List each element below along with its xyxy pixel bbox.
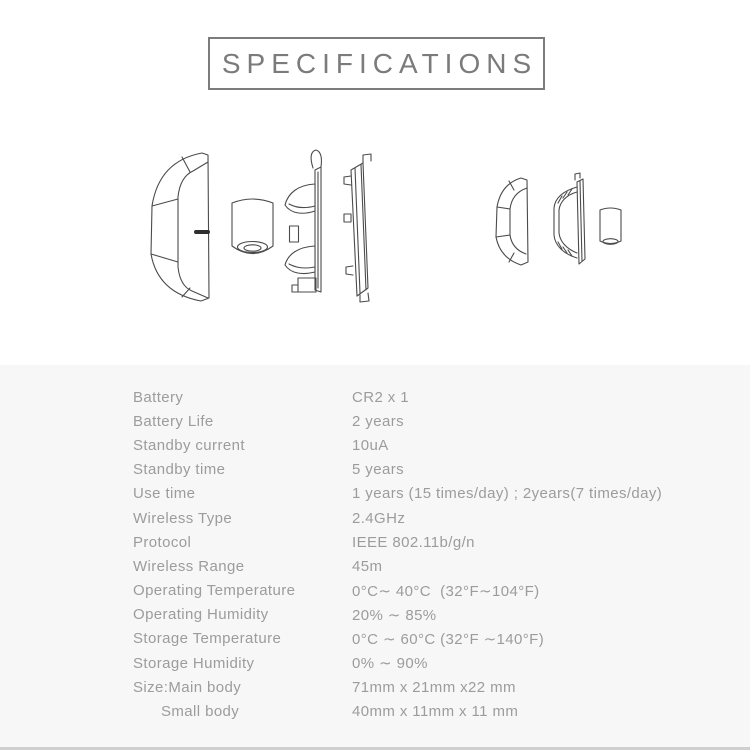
back-plate-drawing <box>344 154 371 302</box>
spec-label: Operating Temperature <box>133 582 296 600</box>
spec-value: IEEE 802.11b/g/n <box>352 533 475 551</box>
spec-label: Size:Main body <box>133 678 242 696</box>
spec-value: CR2 x 1 <box>352 388 409 406</box>
specs-panel <box>0 365 750 750</box>
main-body-exploded-diagram <box>130 140 400 330</box>
sensor-frame-drawing <box>285 150 321 292</box>
spec-label: Standby current <box>133 436 245 454</box>
spec-value: 71mm x 21mm x22 mm <box>352 678 516 696</box>
spec-value: 20% ∼ 85% <box>352 606 437 624</box>
spec-value: 5 years <box>352 461 404 479</box>
title-box <box>208 37 545 90</box>
spec-value: 0°C ∼ 60°C (32°F ∼140°F) <box>352 630 545 648</box>
spec-label: Wireless Type <box>133 509 233 527</box>
spec-row <box>133 579 662 603</box>
spec-label: Storage Humidity <box>133 654 255 672</box>
small-cover-drawing <box>496 178 528 265</box>
spec-row <box>133 458 662 482</box>
spec-row <box>133 627 662 651</box>
spec-value: 2.4GHz <box>352 509 406 527</box>
spec-row <box>133 675 662 699</box>
spec-value: 2 years <box>352 412 404 430</box>
spec-value: 40mm x 11mm x 11 mm <box>352 703 519 721</box>
cr2-battery-drawing <box>232 199 273 254</box>
spec-label: Battery <box>133 388 184 406</box>
spec-label: Use time <box>133 485 196 503</box>
spec-value: 10uA <box>352 436 389 454</box>
spec-label: Wireless Range <box>133 557 245 575</box>
small-body-exploded-diagram <box>480 165 650 310</box>
spec-value: 0% ∼ 90% <box>352 655 428 673</box>
spec-value: 45m <box>352 557 383 575</box>
spec-row <box>133 554 662 578</box>
spec-value: 0°C∼ 40°C (32°F∼104°F) <box>352 582 540 600</box>
page-title: SPECIFICATIONS <box>221 47 538 79</box>
spec-row <box>133 433 662 457</box>
spec-label: Operating Humidity <box>133 606 269 624</box>
spec-row <box>133 482 662 506</box>
specs-table <box>133 385 662 724</box>
spec-row <box>133 385 662 409</box>
spec-label: Storage Temperature <box>133 630 282 648</box>
spec-value: 1 years (15 times/day) ; 2years(7 times/day) <box>352 485 663 503</box>
spec-label: Standby time <box>133 461 226 479</box>
front-cover-drawing <box>151 153 209 301</box>
spec-row <box>133 651 662 675</box>
spec-label: Small body <box>161 703 240 721</box>
spec-row <box>133 409 662 433</box>
spec-row <box>133 603 662 627</box>
spec-label: Protocol <box>133 533 192 551</box>
spec-row <box>133 699 662 723</box>
spec-label: Battery Life <box>133 412 214 430</box>
spec-row <box>133 530 662 554</box>
spec-row <box>133 506 662 530</box>
magnet-cylinder-drawing <box>600 208 621 244</box>
magnet-frame-drawing <box>554 173 585 264</box>
